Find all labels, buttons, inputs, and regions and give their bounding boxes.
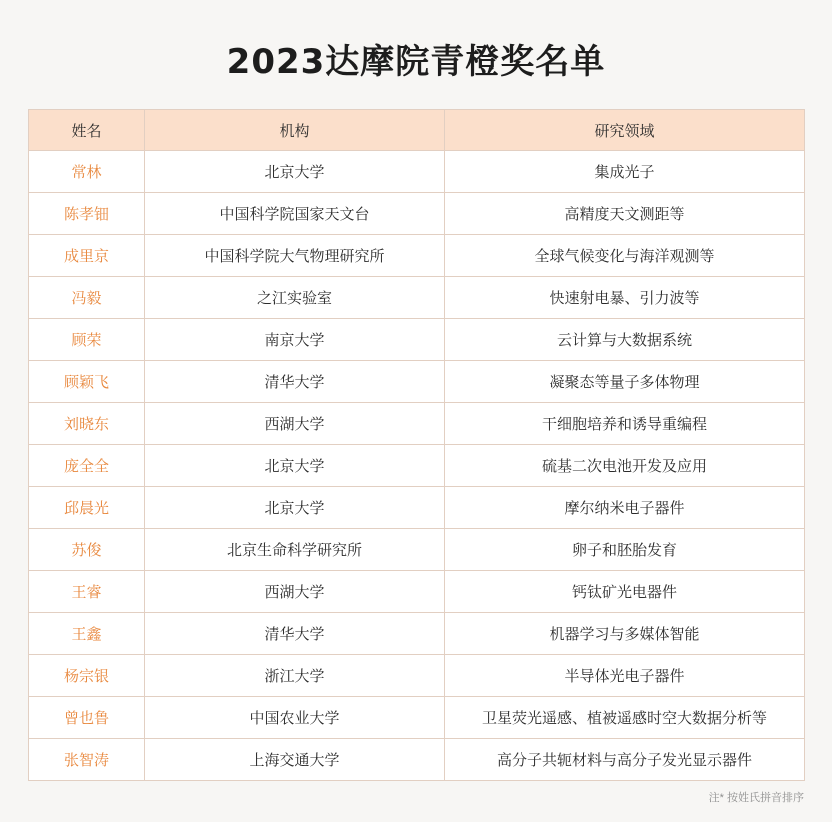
award-list-table <box>28 109 805 781</box>
cell-field: 机器学习与多媒体智能 <box>445 613 805 655</box>
cell-org: 上海交通大学 <box>145 739 445 781</box>
cell-field: 卵子和胚胎发育 <box>445 529 805 571</box>
cell-field: 凝聚态等量子多体物理 <box>445 361 805 403</box>
table-header <box>29 110 805 151</box>
table-row <box>29 151 805 193</box>
cell-field: 摩尔纳米电子器件 <box>445 487 805 529</box>
cell-field: 高分子共轭材料与高分子发光显示器件 <box>445 739 805 781</box>
cell-field: 硫基二次电池开发及应用 <box>445 445 805 487</box>
cell-org: 北京生命科学研究所 <box>145 529 445 571</box>
cell-name: 冯毅 <box>29 277 145 319</box>
cell-name: 曾也鲁 <box>29 697 145 739</box>
footnote: 注* 按姓氏拼音排序 <box>708 792 804 804</box>
column-header-name: 姓名 <box>29 110 145 151</box>
cell-org: 北京大学 <box>145 487 445 529</box>
cell-name: 苏俊 <box>29 529 145 571</box>
cell-org: 中国农业大学 <box>145 697 445 739</box>
table-row <box>29 613 805 655</box>
table-row <box>29 655 805 697</box>
cell-org: 南京大学 <box>145 319 445 361</box>
table-row <box>29 697 805 739</box>
cell-org: 北京大学 <box>145 151 445 193</box>
cell-field: 云计算与大数据系统 <box>445 319 805 361</box>
table-row <box>29 319 805 361</box>
cell-name: 张智涛 <box>29 739 145 781</box>
cell-name: 刘晓东 <box>29 403 145 445</box>
cell-field: 集成光子 <box>445 151 805 193</box>
table-row <box>29 739 805 781</box>
table-body <box>29 151 805 781</box>
cell-name: 王鑫 <box>29 613 145 655</box>
cell-org: 中国科学院大气物理研究所 <box>145 235 445 277</box>
cell-org: 浙江大学 <box>145 655 445 697</box>
cell-field: 干细胞培养和诱导重编程 <box>445 403 805 445</box>
cell-name: 邱晨光 <box>29 487 145 529</box>
cell-name: 顾颖飞 <box>29 361 145 403</box>
cell-name: 陈孝钿 <box>29 193 145 235</box>
cell-name: 庞全全 <box>29 445 145 487</box>
cell-name: 顾荣 <box>29 319 145 361</box>
cell-field: 快速射电暴、引力波等 <box>445 277 805 319</box>
cell-name: 成里京 <box>29 235 145 277</box>
cell-org: 清华大学 <box>145 361 445 403</box>
table-row <box>29 445 805 487</box>
cell-field: 半导体光电子器件 <box>445 655 805 697</box>
table-header-row <box>29 110 805 151</box>
cell-field: 卫星荧光遥感、植被遥感时空大数据分析等 <box>445 697 805 739</box>
page-title: 2023达摩院青橙奖名单 <box>226 42 606 82</box>
table-row <box>29 487 805 529</box>
column-header-org: 机构 <box>145 110 445 151</box>
cell-field: 钙钛矿光电器件 <box>445 571 805 613</box>
table-row <box>29 361 805 403</box>
table-row <box>29 277 805 319</box>
cell-name: 杨宗银 <box>29 655 145 697</box>
cell-org: 西湖大学 <box>145 403 445 445</box>
cell-org: 之江实验室 <box>145 277 445 319</box>
cell-name: 常林 <box>29 151 145 193</box>
cell-org: 北京大学 <box>145 445 445 487</box>
cell-org: 清华大学 <box>145 613 445 655</box>
table-row <box>29 235 805 277</box>
table-row <box>29 193 805 235</box>
cell-name: 王睿 <box>29 571 145 613</box>
table-row <box>29 529 805 571</box>
cell-org: 中国科学院国家天文台 <box>145 193 445 235</box>
cell-field: 全球气候变化与海洋观测等 <box>445 235 805 277</box>
cell-org: 西湖大学 <box>145 571 445 613</box>
table-row <box>29 571 805 613</box>
table-row <box>29 403 805 445</box>
column-header-field: 研究领域 <box>445 110 805 151</box>
cell-field: 高精度天文测距等 <box>445 193 805 235</box>
